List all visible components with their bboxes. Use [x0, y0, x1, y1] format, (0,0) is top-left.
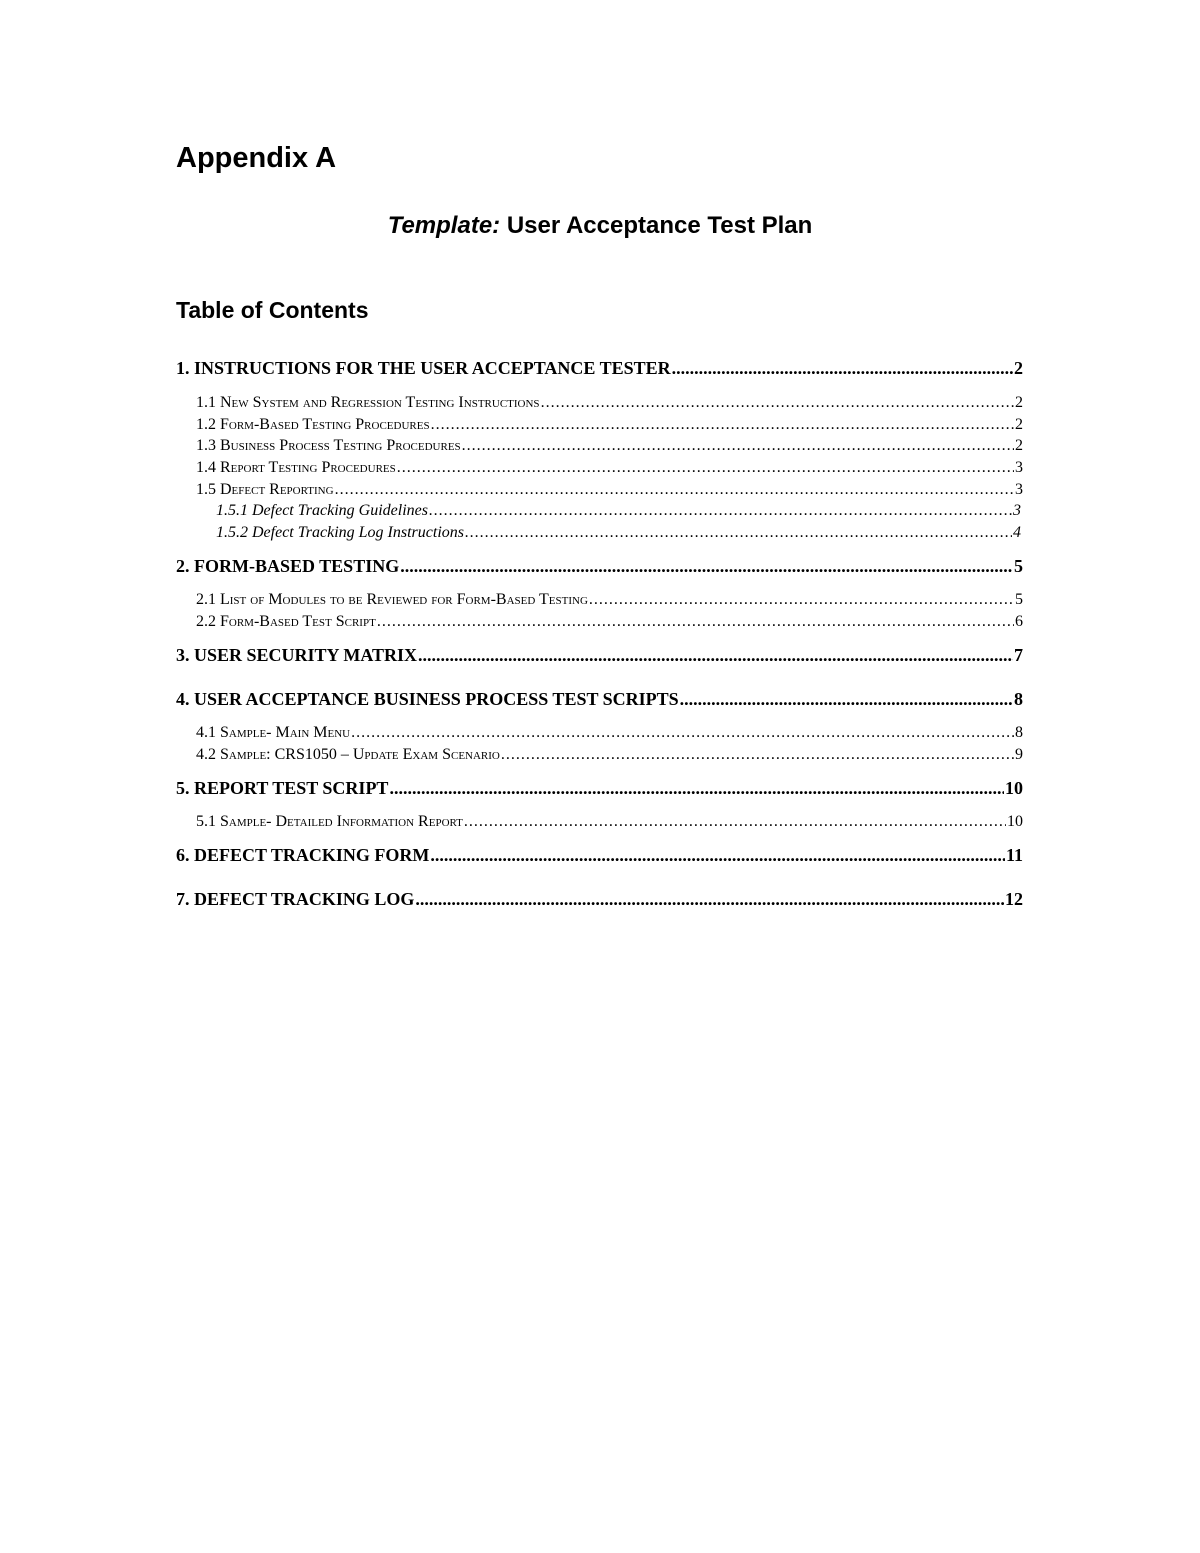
toc-leader — [389, 777, 1004, 799]
toc-entry-1-3[interactable] — [196, 435, 1023, 457]
toc-leader — [335, 479, 1014, 501]
toc-entry-page: 3 — [1015, 459, 1023, 476]
toc-leader — [400, 555, 1013, 577]
toc-entry-page: 5 — [1015, 591, 1023, 608]
toc-entry-title: 6. DEFECT TRACKING FORM — [176, 845, 430, 865]
toc-entry-1-5[interactable] — [196, 479, 1023, 501]
toc-entry-page: 8 — [1015, 724, 1023, 741]
toc-entry-title: 1.5.2 Defect Tracking Log Instructions — [216, 524, 464, 541]
toc-entry-2-1[interactable] — [196, 589, 1023, 611]
subtitle-text: User Acceptance Test Plan — [500, 212, 813, 239]
toc-entry-4-1[interactable] — [196, 722, 1023, 744]
toc-entry-title: 5.1 Sample- Detailed Information Report — [196, 813, 463, 830]
toc-entry-3[interactable] — [176, 644, 1023, 666]
subtitle-template-label: Template: — [387, 212, 501, 239]
toc-leader — [397, 457, 1014, 479]
toc-entry-page: 4 — [1013, 524, 1021, 541]
toc-entry-page: 8 — [1014, 689, 1023, 709]
toc-entry-4[interactable] — [176, 688, 1023, 710]
toc-entry-title: 1.5 Defect Reporting — [196, 481, 334, 498]
toc-leader — [429, 500, 1012, 522]
toc-entry-page: 7 — [1014, 645, 1023, 665]
toc-entry-title: 2.2 Form-Based Test Script — [196, 613, 376, 630]
toc-leader — [415, 888, 1004, 910]
toc-leader — [351, 722, 1014, 744]
toc-leader — [418, 644, 1013, 666]
toc-entry-page: 10 — [1005, 778, 1023, 798]
toc-entry-title: 4. USER ACCEPTANCE BUSINESS PROCESS TEST SCRIPTS — [176, 689, 679, 709]
toc-entry-page: 11 — [1005, 845, 1023, 865]
toc-entry-1-5-1[interactable] — [216, 500, 1021, 522]
appendix-title: Appendix A — [176, 142, 337, 174]
toc-entry-title: 3. USER SECURITY MATRIX — [176, 645, 418, 665]
toc-entry-title: 2.1 List of Modules to be Reviewed for Form-Based Testing — [196, 591, 588, 608]
toc-entry-page: 2 — [1015, 394, 1023, 411]
toc-entry-6[interactable] — [176, 844, 1023, 866]
toc-entry-page: 10 — [1007, 813, 1023, 830]
toc-entry-page: 2 — [1014, 358, 1023, 378]
toc-leader — [541, 392, 1014, 414]
toc-entry-title: 4.2 Sample: CRS1050 – Update Exam Scenario — [196, 746, 500, 763]
toc-entry-title: 2. FORM-BASED TESTING — [176, 556, 400, 576]
toc-leader — [465, 522, 1012, 544]
toc-entry-page: 2 — [1015, 437, 1023, 454]
toc-entry-title: 7. DEFECT TRACKING LOG — [176, 889, 415, 909]
toc-entry-2[interactable] — [176, 555, 1023, 577]
toc-entry-title: 5. REPORT TEST SCRIPT — [176, 778, 389, 798]
toc-entry-title: 1. INSTRUCTIONS FOR THE USER ACCEPTANCE TESTER — [176, 358, 671, 378]
toc-entry-1-5-2[interactable] — [216, 522, 1021, 544]
toc-entry-4-2[interactable] — [196, 744, 1023, 766]
toc-entry-title: 1.5.1 Defect Tracking Guidelines — [216, 502, 428, 519]
toc-entry-page: 6 — [1015, 613, 1023, 630]
toc-entry-page: 5 — [1014, 556, 1023, 576]
toc-entry-1-2[interactable] — [196, 414, 1023, 436]
toc-entry-page: 3 — [1013, 502, 1021, 519]
toc-entry-2-2[interactable] — [196, 611, 1023, 633]
toc-entry-page: 2 — [1015, 416, 1023, 433]
toc-leader — [431, 414, 1014, 436]
toc-leader — [462, 435, 1014, 457]
toc-leader — [430, 844, 1005, 866]
toc-entry-title: 4.1 Sample- Main Menu — [196, 724, 351, 741]
toc-entry-title: 1.3 Business Process Testing Procedures — [196, 437, 461, 454]
toc-leader — [672, 357, 1013, 379]
toc-entry-title: 1.4 Report Testing Procedures — [196, 459, 396, 476]
toc-leader — [501, 744, 1014, 766]
toc-entry-page: 3 — [1015, 481, 1023, 498]
toc-entry-page: 12 — [1005, 889, 1023, 909]
toc-leader — [464, 811, 1006, 833]
toc-entry-7[interactable] — [176, 888, 1023, 910]
toc-entry-title: 1.1 New System and Regression Testing Instructions — [196, 394, 540, 411]
toc-heading: Table of Contents — [176, 297, 369, 323]
toc-leader — [377, 611, 1014, 633]
toc-leader — [589, 589, 1014, 611]
toc-entry-1-1[interactable] — [196, 392, 1023, 414]
document-subtitle — [0, 208, 1200, 244]
toc-leader — [680, 688, 1013, 710]
toc-entry-title: 1.2 Form-Based Testing Procedures — [196, 416, 430, 433]
toc-entry-5-1[interactable] — [196, 811, 1023, 833]
toc-entry-1[interactable] — [176, 357, 1023, 379]
toc-entry-page: 9 — [1015, 746, 1023, 763]
toc-entry-1-4[interactable] — [196, 457, 1023, 479]
toc-entry-5[interactable] — [176, 777, 1023, 799]
